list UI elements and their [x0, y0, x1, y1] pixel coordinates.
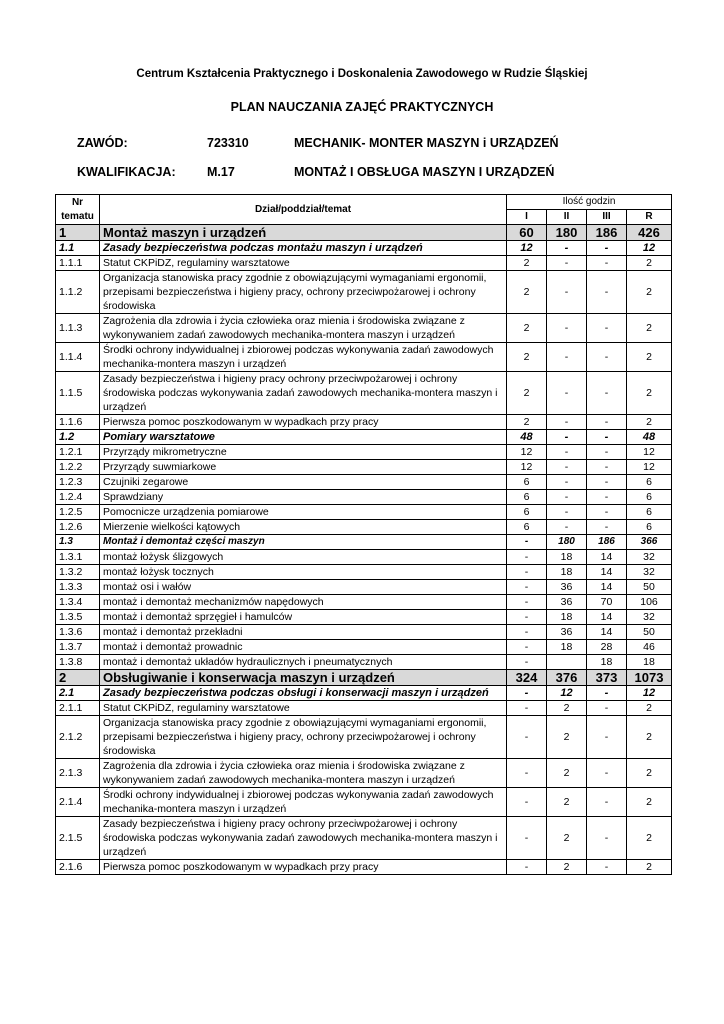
row-number: 1.3.3	[56, 580, 100, 595]
row-hours-2: 2	[547, 759, 587, 788]
row-hours-2: 36	[547, 625, 587, 640]
table-row	[56, 430, 672, 445]
row-hours-2: 36	[547, 580, 587, 595]
table-row	[56, 314, 672, 343]
row-hours-total: 2	[627, 343, 672, 372]
row-topic: Organizacja stanowiska pracy zgodnie z obowiązującymi wymaganiami ergonomii, przepisami bezpieczeństwa i higieny pracy, ochrony przeciwpożarowej i ochrony środowiska	[100, 271, 507, 314]
table-row	[56, 860, 672, 875]
row-topic: Środki ochrony indywidualnej i zbiorowej podczas wykonywania zadań zawodowych mechanika-montera maszyn i urządzeń	[100, 788, 507, 817]
table-row	[56, 475, 672, 490]
row-hours-total: 2	[627, 788, 672, 817]
row-hours-3: 14	[587, 610, 627, 625]
row-hours-3: -	[587, 415, 627, 430]
row-hours-1: -	[507, 595, 547, 610]
row-hours-2: -	[547, 490, 587, 505]
row-hours-3: -	[587, 860, 627, 875]
row-hours-1: 48	[507, 430, 547, 445]
row-hours-2: 12	[547, 686, 587, 701]
row-number: 2.1.2	[56, 716, 100, 759]
table-row	[56, 565, 672, 580]
header-year-1: I	[507, 210, 547, 225]
row-hours-2: 376	[547, 670, 587, 686]
row-topic: Organizacja stanowiska pracy zgodnie z obowiązującymi wymaganiami ergonomii, przepisami bezpieczeństwa i higieny pracy, ochrony przeciwpożarowej i ochrony środowiska	[100, 716, 507, 759]
row-number: 1.1.1	[56, 256, 100, 271]
row-topic: Pierwsza pomoc poszkodowanym w wypadkach przy pracy	[100, 415, 507, 430]
row-hours-total: 12	[627, 460, 672, 475]
row-topic: Montaż maszyn i urządzeń	[100, 225, 507, 241]
row-topic: Pomiary warsztatowe	[100, 430, 507, 445]
row-number: 1.2.5	[56, 505, 100, 520]
table-row	[56, 670, 672, 686]
row-hours-3: -	[587, 817, 627, 860]
table-row	[56, 241, 672, 256]
row-hours-total: 1073	[627, 670, 672, 686]
row-hours-1: -	[507, 686, 547, 701]
curriculum-table	[55, 194, 672, 875]
row-topic: Obsługiwanie i konserwacja maszyn i urządzeń	[100, 670, 507, 686]
row-hours-1: -	[507, 610, 547, 625]
table-row	[56, 343, 672, 372]
table-row	[56, 520, 672, 535]
row-hours-1: -	[507, 860, 547, 875]
profession-label: ZAWÓD:	[77, 136, 128, 150]
header-year-3: III	[587, 210, 627, 225]
row-hours-3: 14	[587, 550, 627, 565]
row-number: 2.1	[56, 686, 100, 701]
row-hours-3: 186	[587, 535, 627, 550]
qualification-label: KWALIFIKACJA:	[77, 165, 176, 179]
header-total: R	[627, 210, 672, 225]
row-hours-2: -	[547, 460, 587, 475]
row-hours-1: 6	[507, 490, 547, 505]
page-title: PLAN NAUCZANIA ZAJĘĆ PRAKTYCZNYCH	[230, 100, 494, 114]
row-hours-3: -	[587, 716, 627, 759]
row-topic: montaż i demontaż układów hydraulicznych i pneumatycznych	[100, 655, 507, 670]
row-topic: Mierzenie wielkości kątowych	[100, 520, 507, 535]
table-row	[56, 788, 672, 817]
row-hours-2: 180	[547, 225, 587, 241]
row-hours-1: -	[507, 565, 547, 580]
row-hours-total: 6	[627, 520, 672, 535]
table-row	[56, 686, 672, 701]
row-hours-total: 2	[627, 860, 672, 875]
row-topic: Pierwsza pomoc poszkodowanym w wypadkach przy pracy	[100, 860, 507, 875]
row-hours-1: -	[507, 625, 547, 640]
row-hours-1: -	[507, 788, 547, 817]
row-hours-1: 6	[507, 505, 547, 520]
table-row	[56, 817, 672, 860]
row-hours-2: -	[547, 475, 587, 490]
row-hours-total: 32	[627, 610, 672, 625]
row-topic: Przyrządy mikrometryczne	[100, 445, 507, 460]
row-topic: Pomocnicze urządzenia pomiarowe	[100, 505, 507, 520]
row-topic: Zasady bezpieczeństwa i higieny pracy ochrony przeciwpożarowej i ochrony środowiska podczas wykonywania zadań zawodowych mechanika-montera maszyn i urządzeń	[100, 817, 507, 860]
row-number: 1.3	[56, 535, 100, 550]
row-hours-2: 18	[547, 640, 587, 655]
table-row	[56, 640, 672, 655]
row-number: 2.1.4	[56, 788, 100, 817]
row-number: 2.1.5	[56, 817, 100, 860]
row-hours-total: 48	[627, 430, 672, 445]
row-hours-3: -	[587, 505, 627, 520]
row-hours-3: -	[587, 460, 627, 475]
profession-code: 723310	[207, 136, 249, 150]
row-hours-1: 12	[507, 241, 547, 256]
row-hours-total: 2	[627, 716, 672, 759]
row-topic: Czujniki zegarowe	[100, 475, 507, 490]
table-row	[56, 256, 672, 271]
row-topic: Zasady bezpieczeństwa podczas montażu maszyn i urządzeń	[100, 241, 507, 256]
row-topic: Zagrożenia dla zdrowia i życia człowieka oraz mienia i środowiska związane z wykonywaniem zadań zawodowych mechanika-montera maszyn i urządzeń	[100, 314, 507, 343]
table-row	[56, 445, 672, 460]
table-row	[56, 550, 672, 565]
row-hours-3: -	[587, 314, 627, 343]
row-number: 2.1.3	[56, 759, 100, 788]
row-hours-total: 18	[627, 655, 672, 670]
header-topic: Dział/poddział/temat	[100, 195, 507, 225]
row-number: 1.2.3	[56, 475, 100, 490]
qualification-code: M.17	[207, 165, 235, 179]
row-hours-3: -	[587, 445, 627, 460]
row-topic: montaż łożysk ślizgowych	[100, 550, 507, 565]
row-topic: Zagrożenia dla zdrowia i życia człowieka oraz mienia i środowiska związane z wykonywaniem zadań zawodowych mechanika-montera maszyn i urządzeń	[100, 759, 507, 788]
row-topic: montaż i demontaż sprzęgieł i hamulców	[100, 610, 507, 625]
row-number: 1.2.4	[56, 490, 100, 505]
row-topic: montaż i demontaż mechanizmów napędowych	[100, 595, 507, 610]
row-hours-total: 12	[627, 445, 672, 460]
row-hours-2: -	[547, 343, 587, 372]
row-hours-total: 12	[627, 241, 672, 256]
profession-name: MECHANIK- MONTER MASZYN i URZĄDZEŃ	[294, 136, 559, 150]
row-hours-2: -	[547, 445, 587, 460]
row-hours-3: -	[587, 241, 627, 256]
header-hours: Ilość godzin	[507, 195, 672, 210]
table-body	[56, 225, 672, 875]
row-number: 1.3.7	[56, 640, 100, 655]
row-topic: Zasady bezpieczeństwa podczas obsługi i konserwacji maszyn i urządzeń	[100, 686, 507, 701]
row-hours-total: 106	[627, 595, 672, 610]
row-hours-3: -	[587, 430, 627, 445]
table-row	[56, 490, 672, 505]
row-topic: montaż łożysk tocznych	[100, 565, 507, 580]
header-year-2: II	[547, 210, 587, 225]
row-hours-1: -	[507, 640, 547, 655]
row-hours-total: 50	[627, 625, 672, 640]
row-hours-3: -	[587, 372, 627, 415]
row-hours-1: -	[507, 817, 547, 860]
row-hours-1: -	[507, 759, 547, 788]
row-topic: Zasady bezpieczeństwa i higieny pracy ochrony przeciwpożarowej i ochrony środowiska podczas wykonywania zadań zawodowych mechanika-montera maszyn i urządzeń	[100, 372, 507, 415]
row-hours-3: -	[587, 271, 627, 314]
row-hours-3: -	[587, 475, 627, 490]
table-row	[56, 505, 672, 520]
row-hours-2: -	[547, 430, 587, 445]
row-hours-3: -	[587, 759, 627, 788]
row-hours-2: 36	[547, 595, 587, 610]
table-row	[56, 372, 672, 415]
row-number: 2.1.1	[56, 701, 100, 716]
row-hours-2: 18	[547, 610, 587, 625]
row-number: 2	[56, 670, 100, 686]
row-number: 1.3.2	[56, 565, 100, 580]
row-topic: Statut CKPiDZ, regulaminy warsztatowe	[100, 701, 507, 716]
row-hours-3: -	[587, 701, 627, 716]
table-row	[56, 271, 672, 314]
row-topic: montaż i demontaż prowadnic	[100, 640, 507, 655]
row-hours-3: 28	[587, 640, 627, 655]
row-hours-total: 32	[627, 565, 672, 580]
row-topic: montaż osi i wałów	[100, 580, 507, 595]
row-number: 1.1.5	[56, 372, 100, 415]
row-hours-2: -	[547, 271, 587, 314]
row-number: 1.1.2	[56, 271, 100, 314]
row-hours-1: -	[507, 550, 547, 565]
row-topic: Przyrządy suwmiarkowe	[100, 460, 507, 475]
row-hours-2: 180	[547, 535, 587, 550]
row-hours-2: -	[547, 256, 587, 271]
row-number: 1.1	[56, 241, 100, 256]
row-topic: Środki ochrony indywidualnej i zbiorowej podczas wykonywania zadań zawodowych mechanika-montera maszyn i urządzeń	[100, 343, 507, 372]
row-number: 1.2.1	[56, 445, 100, 460]
row-hours-3: -	[587, 520, 627, 535]
row-hours-3: 14	[587, 625, 627, 640]
row-hours-3: -	[587, 256, 627, 271]
row-hours-1: 2	[507, 343, 547, 372]
organization-name: Centrum Kształcenia Praktycznego i Doskonalenia Zawodowego w Rudzie Śląskiej	[136, 68, 588, 80]
header-tematu: tematu	[61, 210, 94, 222]
row-hours-2: 18	[547, 565, 587, 580]
row-hours-total: 426	[627, 225, 672, 241]
row-hours-2: -	[547, 415, 587, 430]
row-number: 1.2.2	[56, 460, 100, 475]
row-hours-1: 6	[507, 520, 547, 535]
table-row	[56, 625, 672, 640]
row-hours-total: 6	[627, 475, 672, 490]
row-hours-total: 2	[627, 314, 672, 343]
row-hours-2: -	[547, 505, 587, 520]
row-hours-1: 324	[507, 670, 547, 686]
row-topic: Montaż i demontaż części maszyn	[100, 535, 507, 550]
row-number: 1.3.6	[56, 625, 100, 640]
row-hours-total: 2	[627, 759, 672, 788]
header-topic-number	[56, 195, 100, 225]
row-hours-1: 2	[507, 256, 547, 271]
row-hours-1: 6	[507, 475, 547, 490]
row-hours-3: -	[587, 490, 627, 505]
row-hours-total: 32	[627, 550, 672, 565]
row-hours-1: 2	[507, 271, 547, 314]
row-number: 1.1.3	[56, 314, 100, 343]
row-hours-total: 2	[627, 415, 672, 430]
row-hours-total: 12	[627, 686, 672, 701]
row-hours-2	[547, 655, 587, 670]
row-hours-1: 2	[507, 314, 547, 343]
row-hours-3: -	[587, 343, 627, 372]
table-row	[56, 610, 672, 625]
table-row	[56, 655, 672, 670]
header-nr: Nr	[71, 196, 84, 208]
row-topic: Sprawdziany	[100, 490, 507, 505]
row-hours-3: 14	[587, 580, 627, 595]
qualification-name: MONTAŻ I OBSŁUGA MASZYN I URZĄDZEŃ	[294, 165, 555, 179]
row-hours-total: 2	[627, 256, 672, 271]
row-number: 1.3.1	[56, 550, 100, 565]
row-hours-2: -	[547, 520, 587, 535]
row-number: 1.3.5	[56, 610, 100, 625]
row-number: 1.3.4	[56, 595, 100, 610]
row-hours-2: 2	[547, 716, 587, 759]
row-number: 1.2	[56, 430, 100, 445]
table-row	[56, 415, 672, 430]
table-row	[56, 460, 672, 475]
table-row	[56, 535, 672, 550]
row-topic: montaż i demontaż przekładni	[100, 625, 507, 640]
table-row	[56, 580, 672, 595]
row-hours-total: 2	[627, 817, 672, 860]
row-hours-total: 46	[627, 640, 672, 655]
table-row	[56, 701, 672, 716]
row-hours-2: -	[547, 372, 587, 415]
row-hours-3: 14	[587, 565, 627, 580]
row-hours-total: 6	[627, 490, 672, 505]
row-hours-1: 60	[507, 225, 547, 241]
row-hours-1: 12	[507, 445, 547, 460]
row-hours-total: 366	[627, 535, 672, 550]
row-hours-2: 18	[547, 550, 587, 565]
row-hours-2: 2	[547, 860, 587, 875]
row-hours-2: 2	[547, 817, 587, 860]
row-hours-1: -	[507, 716, 547, 759]
row-topic: Statut CKPiDZ, regulaminy warsztatowe	[100, 256, 507, 271]
row-number: 1.3.8	[56, 655, 100, 670]
row-number: 1.2.6	[56, 520, 100, 535]
row-hours-1: -	[507, 655, 547, 670]
row-hours-1: -	[507, 701, 547, 716]
row-hours-1: 12	[507, 460, 547, 475]
row-hours-2: 2	[547, 701, 587, 716]
row-hours-1: 2	[507, 415, 547, 430]
row-hours-3: 186	[587, 225, 627, 241]
row-hours-total: 50	[627, 580, 672, 595]
row-hours-total: 6	[627, 505, 672, 520]
table-row	[56, 759, 672, 788]
row-hours-3: 373	[587, 670, 627, 686]
row-hours-2: 2	[547, 788, 587, 817]
row-hours-1: -	[507, 535, 547, 550]
row-hours-2: -	[547, 314, 587, 343]
row-number: 1.1.6	[56, 415, 100, 430]
row-hours-3: 70	[587, 595, 627, 610]
row-number: 2.1.6	[56, 860, 100, 875]
row-number: 1.1.4	[56, 343, 100, 372]
row-hours-total: 2	[627, 701, 672, 716]
row-hours-1: -	[507, 580, 547, 595]
row-hours-1: 2	[507, 372, 547, 415]
row-hours-total: 2	[627, 271, 672, 314]
row-hours-3: -	[587, 788, 627, 817]
row-number: 1	[56, 225, 100, 241]
table-row	[56, 225, 672, 241]
table-row	[56, 595, 672, 610]
row-hours-2: -	[547, 241, 587, 256]
row-hours-total: 2	[627, 372, 672, 415]
row-hours-3: 18	[587, 655, 627, 670]
table-row	[56, 716, 672, 759]
row-hours-3: -	[587, 686, 627, 701]
